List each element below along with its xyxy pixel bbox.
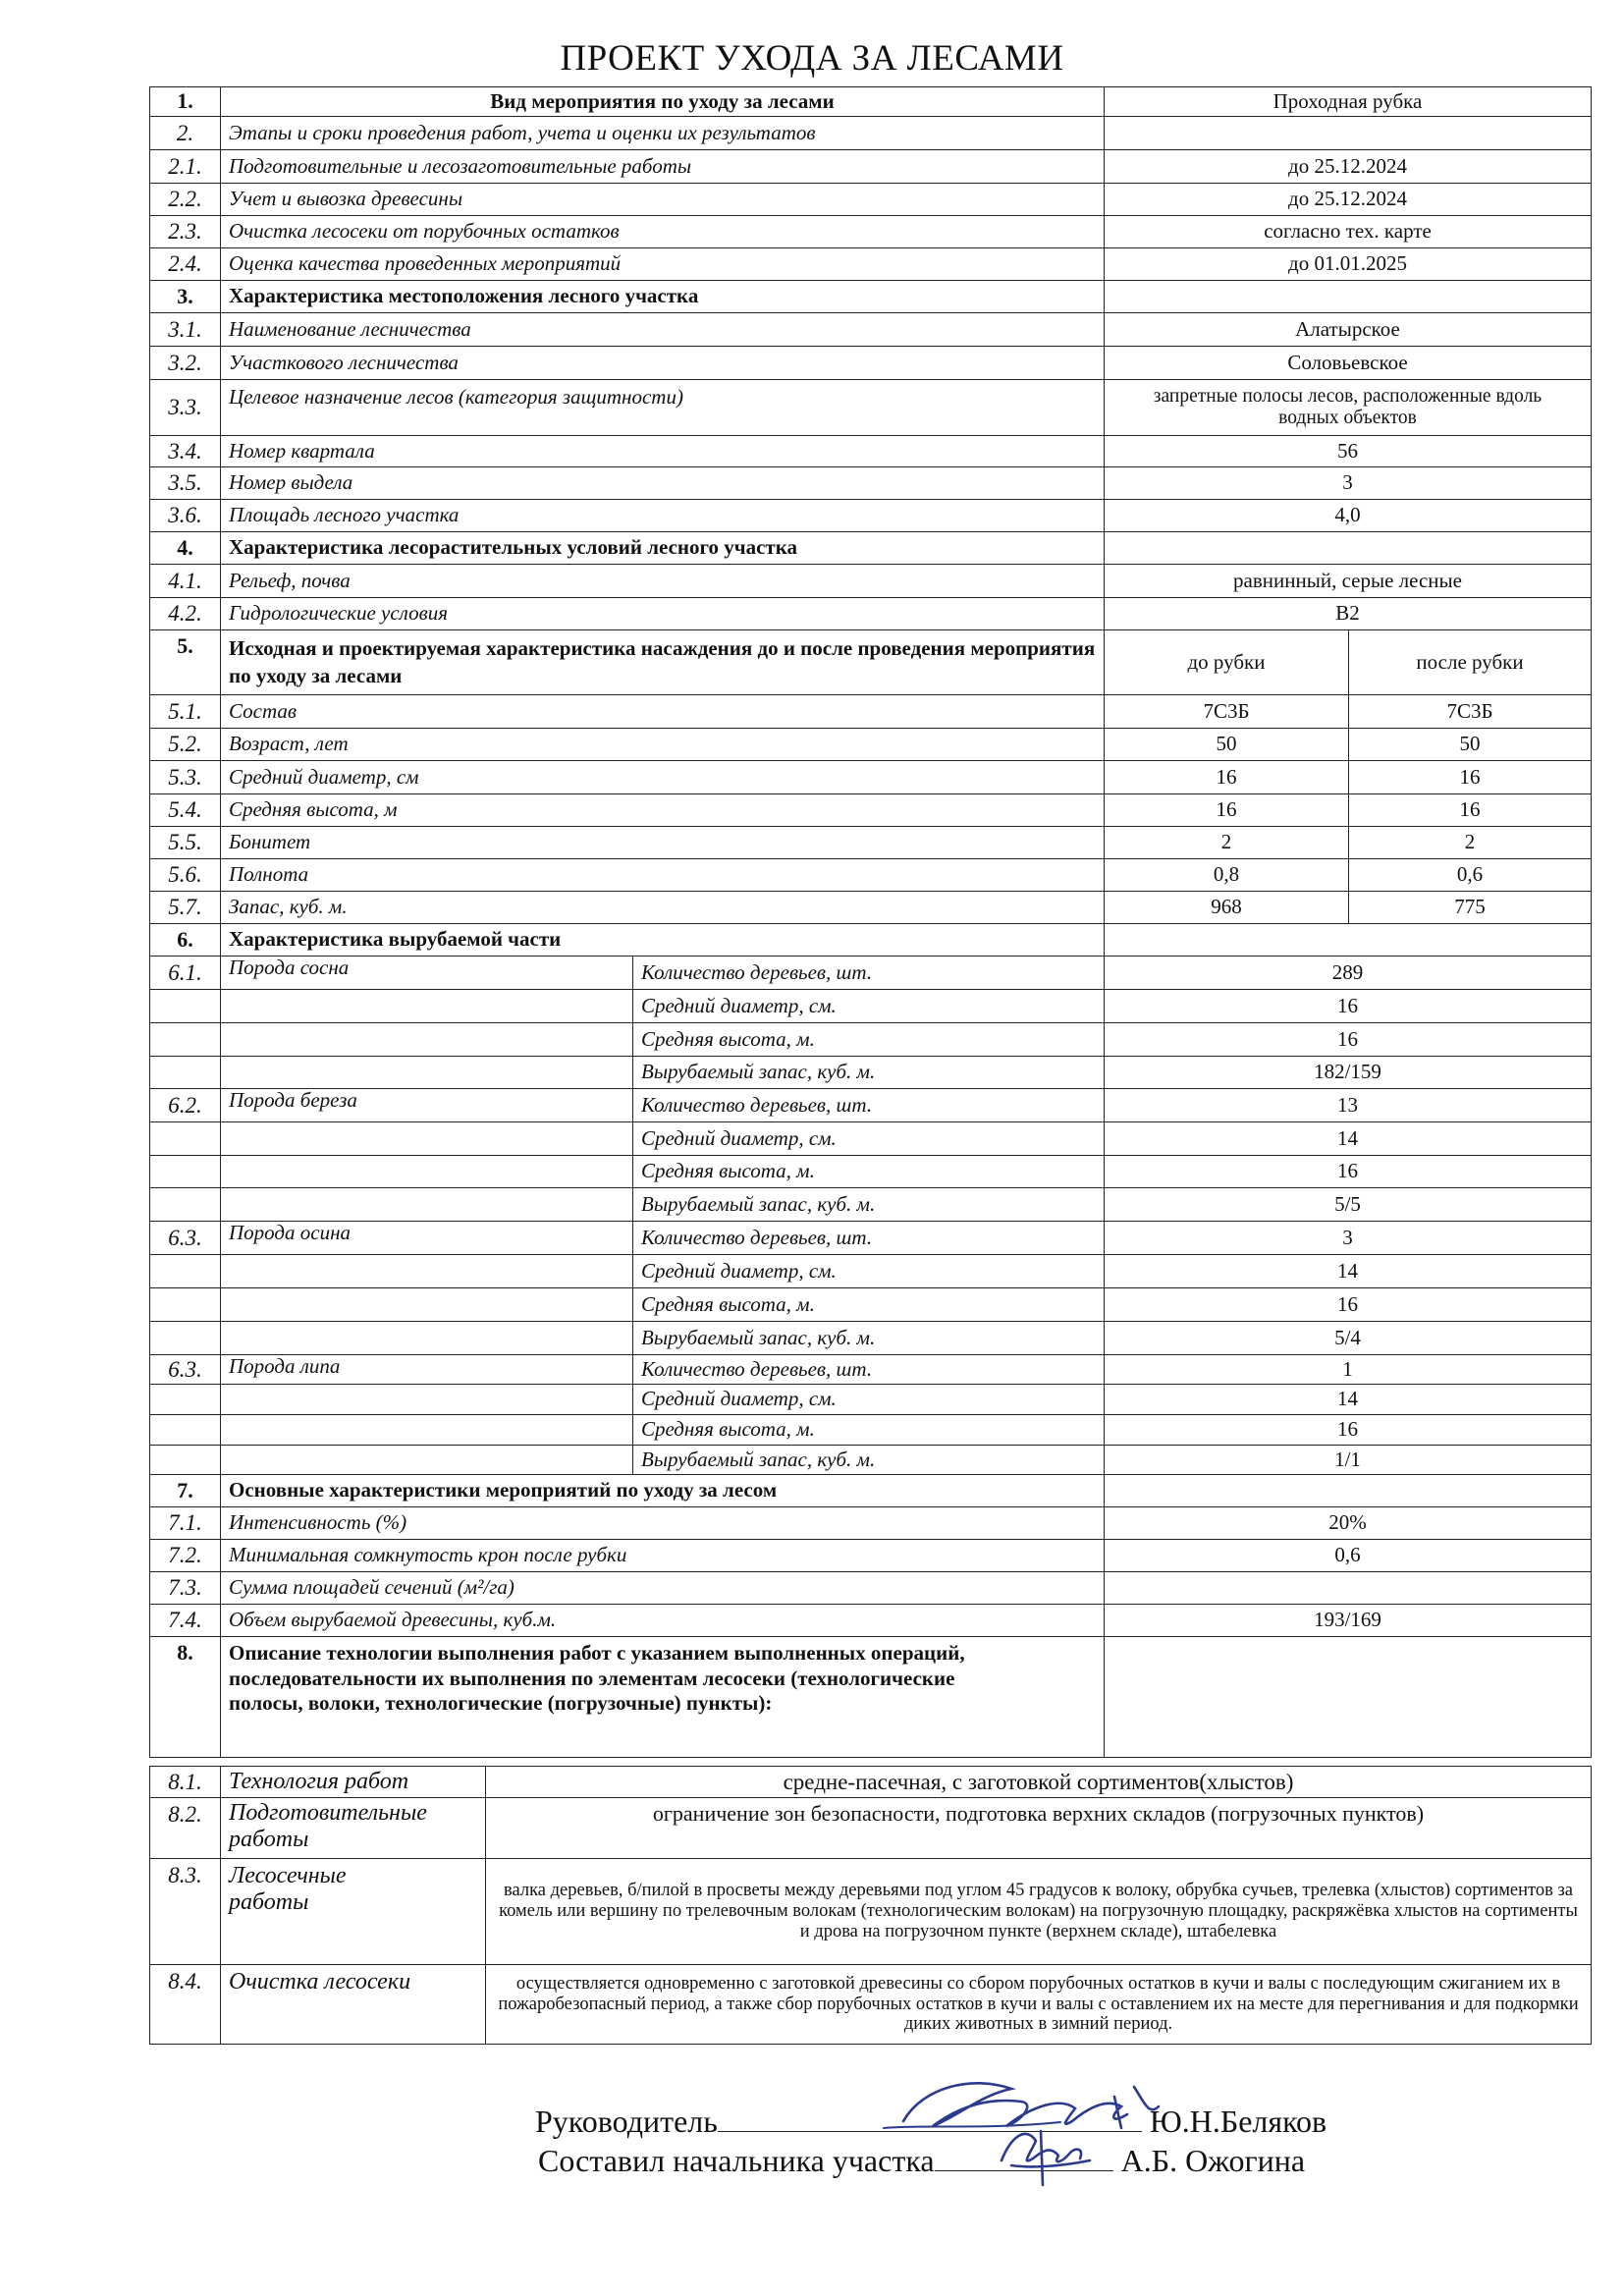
row-number: 7.4. bbox=[150, 1605, 221, 1637]
row-value: 193/169 bbox=[1105, 1605, 1592, 1637]
row-value: средне-пасечная, с заготовкой сортиментов(хлыстов) bbox=[486, 1767, 1592, 1798]
parameter-value: 5/4 bbox=[1105, 1322, 1592, 1355]
row-label: Номер квартала bbox=[221, 436, 1105, 467]
row-number: 3.5. bbox=[150, 467, 221, 500]
row-label: Характеристика лесорастительных условий лесного участка bbox=[221, 532, 1105, 565]
row-number: 5.4. bbox=[150, 794, 221, 827]
row-label: Подготовительные и лесозаготовительные работы bbox=[221, 150, 1105, 184]
row-label: Целевое назначение лесов (категория защитности) bbox=[221, 380, 1105, 436]
parameter-label: Средний диаметр, см. bbox=[633, 990, 1105, 1023]
author-signature-image bbox=[982, 2111, 1110, 2195]
row-value: 4,0 bbox=[1105, 500, 1592, 532]
before-value: 16 bbox=[1105, 794, 1349, 827]
row-number: 8.1. bbox=[150, 1767, 221, 1798]
parameter-label: Количество деревьев, шт. bbox=[633, 957, 1105, 990]
row-number: 3.1. bbox=[150, 313, 221, 347]
row-number: 3. bbox=[150, 281, 221, 313]
row-number: 4. bbox=[150, 532, 221, 565]
parameter-label: Средний диаметр, см. bbox=[633, 1385, 1105, 1415]
row-label: Подготовительные работы bbox=[221, 1798, 486, 1859]
parameter-value: 14 bbox=[1105, 1255, 1592, 1288]
parameter-value: 14 bbox=[1105, 1385, 1592, 1415]
row-label: Объем вырубаемой древесины, куб.м. bbox=[221, 1605, 1105, 1637]
after-value: 0,6 bbox=[1349, 859, 1592, 892]
row-value: согласно тех. карте bbox=[1105, 216, 1592, 248]
row-label: Гидрологические условия bbox=[221, 598, 1105, 630]
before-header: до рубки bbox=[1105, 630, 1349, 695]
row-number: 5.2. bbox=[150, 729, 221, 761]
row-label: Учет и вывозка древесины bbox=[221, 184, 1105, 216]
after-value: 2 bbox=[1349, 827, 1592, 859]
parameter-label: Количество деревьев, шт. bbox=[633, 1222, 1105, 1255]
row-number: 4.1. bbox=[150, 565, 221, 598]
row-number: 5. bbox=[150, 630, 221, 695]
row-label: Наименование лесничества bbox=[221, 313, 1105, 347]
before-value: 7С3Б bbox=[1105, 695, 1349, 729]
row-number: 6.1. bbox=[150, 957, 221, 990]
row-number: 7.1. bbox=[150, 1507, 221, 1540]
parameter-label: Средняя высота, м. bbox=[633, 1156, 1105, 1188]
row-label: Сумма площадей сечений (м²/га) bbox=[221, 1572, 1105, 1605]
row-label: Этапы и сроки проведения работ, учета и оценки их результатов bbox=[221, 117, 1105, 150]
parameter-label: Средний диаметр, см. bbox=[633, 1122, 1105, 1156]
page-title: ПРОЕКТ УХОДА ЗА ЛЕСАМИ bbox=[560, 38, 1064, 79]
head-name: Ю.Н.Беляков bbox=[1149, 2104, 1327, 2139]
species-name: Порода сосна bbox=[221, 957, 633, 990]
before-value: 2 bbox=[1105, 827, 1349, 859]
parameter-label: Средняя высота, м. bbox=[633, 1415, 1105, 1446]
row-label: Номер выдела bbox=[221, 467, 1105, 500]
row-label: Характеристика местоположения лесного участка bbox=[221, 281, 1105, 313]
row-number: 4.2. bbox=[150, 598, 221, 630]
row-label: Оценка качества проведенных мероприятий bbox=[221, 248, 1105, 281]
row-value: до 25.12.2024 bbox=[1105, 184, 1592, 216]
row-number: 5.1. bbox=[150, 695, 221, 729]
author-role: Составил начальника участка bbox=[538, 2143, 935, 2178]
parameter-value: 289 bbox=[1105, 957, 1592, 990]
row-value: 3 bbox=[1105, 467, 1592, 500]
row-label: Средний диаметр, см bbox=[221, 761, 1105, 794]
row-value: до 25.12.2024 bbox=[1105, 150, 1592, 184]
after-value: 775 bbox=[1349, 892, 1592, 924]
row-value: 20% bbox=[1105, 1507, 1592, 1540]
parameter-label: Количество деревьев, шт. bbox=[633, 1089, 1105, 1122]
row-number: 7.3. bbox=[150, 1572, 221, 1605]
row-label: Бонитет bbox=[221, 827, 1105, 859]
parameter-label: Вырубаемый запас, куб. м. bbox=[633, 1446, 1105, 1475]
after-value: 7С3Б bbox=[1349, 695, 1592, 729]
row-number: 8.3. bbox=[150, 1859, 221, 1965]
row-number: 7. bbox=[150, 1475, 221, 1507]
row-value: валка деревьев, б/пилой в просветы между деревьями под углом 45 градусов к волоку, обрубка сучьев, трелевка (хлыстов) сортиментов за комель или вершину по трелевочным волокам (технологическим волокам) на погрузочную площадку, раскряжёвка хлыстов на сортименты и дрова на погрузочном пункте (верхнем складе), штабелевка bbox=[486, 1859, 1592, 1965]
row-number: 5.7. bbox=[150, 892, 221, 924]
row-label: Возраст, лет bbox=[221, 729, 1105, 761]
row-label: Интенсивность (%) bbox=[221, 1507, 1105, 1540]
row-number: 8.2. bbox=[150, 1798, 221, 1859]
row-number: 3.2. bbox=[150, 347, 221, 380]
row-label: Рельеф, почва bbox=[221, 565, 1105, 598]
parameter-label: Количество деревьев, шт. bbox=[633, 1355, 1105, 1385]
before-value: 16 bbox=[1105, 761, 1349, 794]
row-value: 56 bbox=[1105, 436, 1592, 467]
parameter-value: 5/5 bbox=[1105, 1188, 1592, 1222]
row-label: Лесосечные работы bbox=[221, 1859, 486, 1965]
before-value: 0,8 bbox=[1105, 859, 1349, 892]
row-value: до 01.01.2025 bbox=[1105, 248, 1592, 281]
parameter-label: Вырубаемый запас, куб. м. bbox=[633, 1188, 1105, 1222]
row-value: Проходная рубка bbox=[1105, 87, 1592, 117]
before-value: 968 bbox=[1105, 892, 1349, 924]
row-value: равнинный, серые лесные bbox=[1105, 565, 1592, 598]
parameter-value: 16 bbox=[1105, 1023, 1592, 1057]
head-role: Руководитель bbox=[535, 2104, 718, 2139]
after-value: 16 bbox=[1349, 794, 1592, 827]
row-number: 8. bbox=[150, 1637, 221, 1758]
after-value: 50 bbox=[1349, 729, 1592, 761]
species-name: Порода липа bbox=[221, 1355, 633, 1385]
row-number: 2.2. bbox=[150, 184, 221, 216]
row-label: Минимальная сомкнутость крон после рубки bbox=[221, 1540, 1105, 1572]
row-number: 8.4. bbox=[150, 1965, 221, 2045]
row-label: Средняя высота, м bbox=[221, 794, 1105, 827]
parameter-value: 182/159 bbox=[1105, 1057, 1592, 1089]
after-value: 16 bbox=[1349, 761, 1592, 794]
row-label: Запас, куб. м. bbox=[221, 892, 1105, 924]
parameter-label: Вырубаемый запас, куб. м. bbox=[633, 1057, 1105, 1089]
row-number: 7.2. bbox=[150, 1540, 221, 1572]
after-header: после рубки bbox=[1349, 630, 1592, 695]
row-label: Очистка лесосеки от порубочных остатков bbox=[221, 216, 1105, 248]
row-number: 1. bbox=[150, 87, 221, 117]
row-number: 6.3. bbox=[150, 1355, 221, 1385]
row-number: 6. bbox=[150, 924, 221, 957]
row-number: 5.6. bbox=[150, 859, 221, 892]
author-name: А.Б. Ожогина bbox=[1120, 2143, 1306, 2178]
row-number: 5.5. bbox=[150, 827, 221, 859]
row-number: 2.1. bbox=[150, 150, 221, 184]
parameter-value: 1/1 bbox=[1105, 1446, 1592, 1475]
row-label: Описание технологии выполнения работ с указанием выполненных операций, последовательности их выполнения по элементам лесосеки (технологические полосы, волоки, технологические (погрузочные) пункты): bbox=[221, 1637, 1105, 1758]
row-value: запретные полосы лесов, расположенные вдоль водных объектов bbox=[1105, 380, 1592, 436]
parameter-value: 13 bbox=[1105, 1089, 1592, 1122]
row-value: 0,6 bbox=[1105, 1540, 1592, 1572]
parameter-value: 14 bbox=[1105, 1122, 1592, 1156]
row-label: Вид мероприятия по уходу за лесами bbox=[221, 87, 1105, 117]
row-number: 5.3. bbox=[150, 761, 221, 794]
parameter-value: 1 bbox=[1105, 1355, 1592, 1385]
row-number: 6.3. bbox=[150, 1222, 221, 1255]
row-value: В2 bbox=[1105, 598, 1592, 630]
row-label: Площадь лесного участка bbox=[221, 500, 1105, 532]
row-number: 6.2. bbox=[150, 1089, 221, 1122]
species-name: Порода осина bbox=[221, 1222, 633, 1255]
row-number: 3.3. bbox=[150, 380, 221, 436]
parameter-label: Средний диаметр, см. bbox=[633, 1255, 1105, 1288]
parameter-value: 16 bbox=[1105, 990, 1592, 1023]
row-number: 2. bbox=[150, 117, 221, 150]
parameter-value: 16 bbox=[1105, 1288, 1592, 1322]
parameter-label: Средняя высота, м. bbox=[633, 1023, 1105, 1057]
row-label: Исходная и проектируемая характеристика насаждения до и после проведения мероприятия по уходу за лесами bbox=[221, 630, 1105, 695]
row-value: Алатырское bbox=[1105, 313, 1592, 347]
row-label: Очистка лесосеки bbox=[221, 1965, 486, 2045]
row-number: 3.4. bbox=[150, 436, 221, 467]
row-label: Технология работ bbox=[221, 1767, 486, 1798]
row-label: Полнота bbox=[221, 859, 1105, 892]
row-value: Соловьевское bbox=[1105, 347, 1592, 380]
species-name: Порода береза bbox=[221, 1089, 633, 1122]
row-label: Состав bbox=[221, 695, 1105, 729]
row-number: 2.4. bbox=[150, 248, 221, 281]
before-value: 50 bbox=[1105, 729, 1349, 761]
row-value: осуществляется одновременно с заготовкой древесины со сбором порубочных остатков в кучи и валы с последующим сжиганием их в пожаробезопасный период, а также сбор порубочных остатков в кучи и валы с оставлением их на месте для перегнивания и для подкормки диких животных в зимний период. bbox=[486, 1965, 1592, 2045]
row-label: Участкового лесничества bbox=[221, 347, 1105, 380]
row-label: Основные характеристики мероприятий по уходу за лесом bbox=[221, 1475, 1105, 1507]
parameter-value: 16 bbox=[1105, 1415, 1592, 1446]
row-label: Характеристика вырубаемой части bbox=[221, 924, 1105, 957]
parameter-label: Вырубаемый запас, куб. м. bbox=[633, 1322, 1105, 1355]
parameter-value: 3 bbox=[1105, 1222, 1592, 1255]
row-value: ограничение зон безопасности, подготовка верхних складов (погрузочных пунктов) bbox=[486, 1798, 1592, 1859]
parameter-value: 16 bbox=[1105, 1156, 1592, 1188]
row-number: 2.3. bbox=[150, 216, 221, 248]
signature-line-author bbox=[538, 2141, 1305, 2179]
row-number: 3.6. bbox=[150, 500, 221, 532]
parameter-label: Средняя высота, м. bbox=[633, 1288, 1105, 1322]
